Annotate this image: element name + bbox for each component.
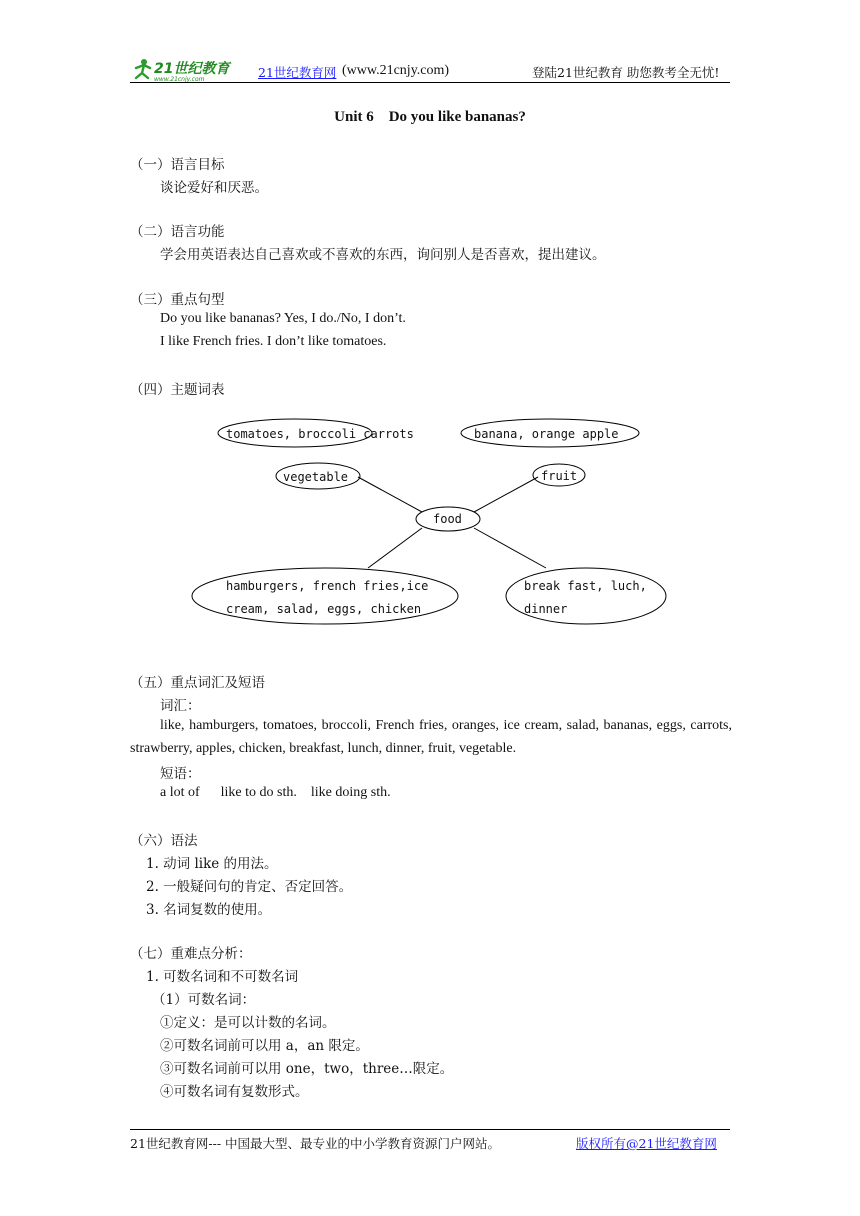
link-vegetable-food (358, 477, 422, 512)
section-heading-grammar: （六）语法 (130, 833, 198, 849)
section-heading-key-points: （七）重难点分析： (130, 946, 252, 962)
section-heading-language-goal: （一）语言目标 (130, 157, 225, 173)
vegetable-label: vegetable (283, 470, 349, 484)
countable-noun-subheading: （1）可数名词： (152, 992, 256, 1008)
meals-label-line1: break fast, luch, (524, 579, 647, 593)
section-heading-topic-words: （四）主题词表 (130, 382, 225, 398)
meals-label-line2: dinner (524, 602, 568, 616)
footer-copyright-link[interactable]: 版权所有@21世纪教育网 (576, 1136, 717, 1151)
link-food-meals (474, 528, 546, 568)
runner-icon (136, 59, 150, 78)
page-title: Unit 6 Do you like bananas? (334, 109, 526, 125)
header-slogan: 登陆21世纪教育 助您教考全无忧! (532, 65, 720, 80)
grammar-item-1: 1. 动词 like 的用法。 (146, 856, 278, 872)
vocab-list: like, hamburgers, tomatoes, broccoli, French fries, oranges, ice cream, salad, bananas, eggs, carrots, strawberry, apples, chicken, breakfast, lunch, dinner, fruit, vegetable. (130, 718, 732, 756)
countable-point-2: ②可数名词前可以用 a，an 限定。 (160, 1038, 369, 1054)
key-point-item-1: 1. 可数名词和不可数名词 (146, 969, 299, 985)
language-function-text: 学会用英语表达自己喜欢或不喜欢的东西，询问别人是否喜欢，提出建议。 (160, 247, 606, 263)
countable-point-3: ③可数名词前可以用 one，two，three…限定。 (160, 1061, 454, 1077)
grammar-item-3: 3. 名词复数的使用。 (146, 902, 272, 918)
section-heading-key-vocab: （五）重点词汇及短语 (130, 675, 265, 691)
header-divider (130, 82, 730, 83)
fruit-label: fruit (541, 469, 578, 483)
dishes-label-line1: hamburgers, french fries,ice (226, 579, 429, 593)
countable-point-1: ①定义：是可以计数的名词。 (160, 1015, 336, 1031)
food-label: food (433, 512, 462, 526)
language-goal-text: 谈论爱好和厌恶。 (160, 180, 268, 196)
footer-divider (130, 1129, 730, 1130)
fruit-examples-label: banana, orange apple (474, 427, 619, 441)
site-logo (132, 56, 236, 82)
logo-subtext: www.21cnjy.com (154, 76, 205, 82)
veg-examples-label: tomatoes, broccoli carrots (226, 427, 414, 441)
link-food-dishes (368, 528, 422, 568)
grammar-item-2: 2. 一般疑问句的肯定、否定回答。 (146, 879, 353, 895)
site-link[interactable]: 21世纪教育网 (258, 65, 337, 80)
vocab-label: 词汇： (160, 698, 201, 714)
dishes-label-line2: cream, salad, eggs, chicken (226, 602, 422, 616)
link-fruit-food (474, 477, 538, 512)
key-sentence-1: Do you like bananas? Yes, I do./No, I don’t. (160, 311, 406, 326)
countable-point-4: ④可数名词有复数形式。 (160, 1084, 309, 1100)
footer-text: 21世纪教育网--- 中国最大型、最专业的中小学教育资源门户网站。 (130, 1136, 501, 1151)
phrase-list: a lot of like to do sth. like doing sth. (160, 785, 391, 800)
logo-text: 21世纪教育 (154, 61, 230, 77)
key-sentence-2: I like French fries. I don’t like tomatoes. (160, 334, 387, 349)
section-heading-key-sentences: （三）重点句型 (130, 292, 225, 308)
food-word-map (190, 410, 680, 639)
phrase-label: 短语： (160, 766, 201, 782)
site-url: (www.21cnjy.com) (342, 63, 450, 78)
section-heading-language-function: （二）语言功能 (130, 224, 225, 240)
